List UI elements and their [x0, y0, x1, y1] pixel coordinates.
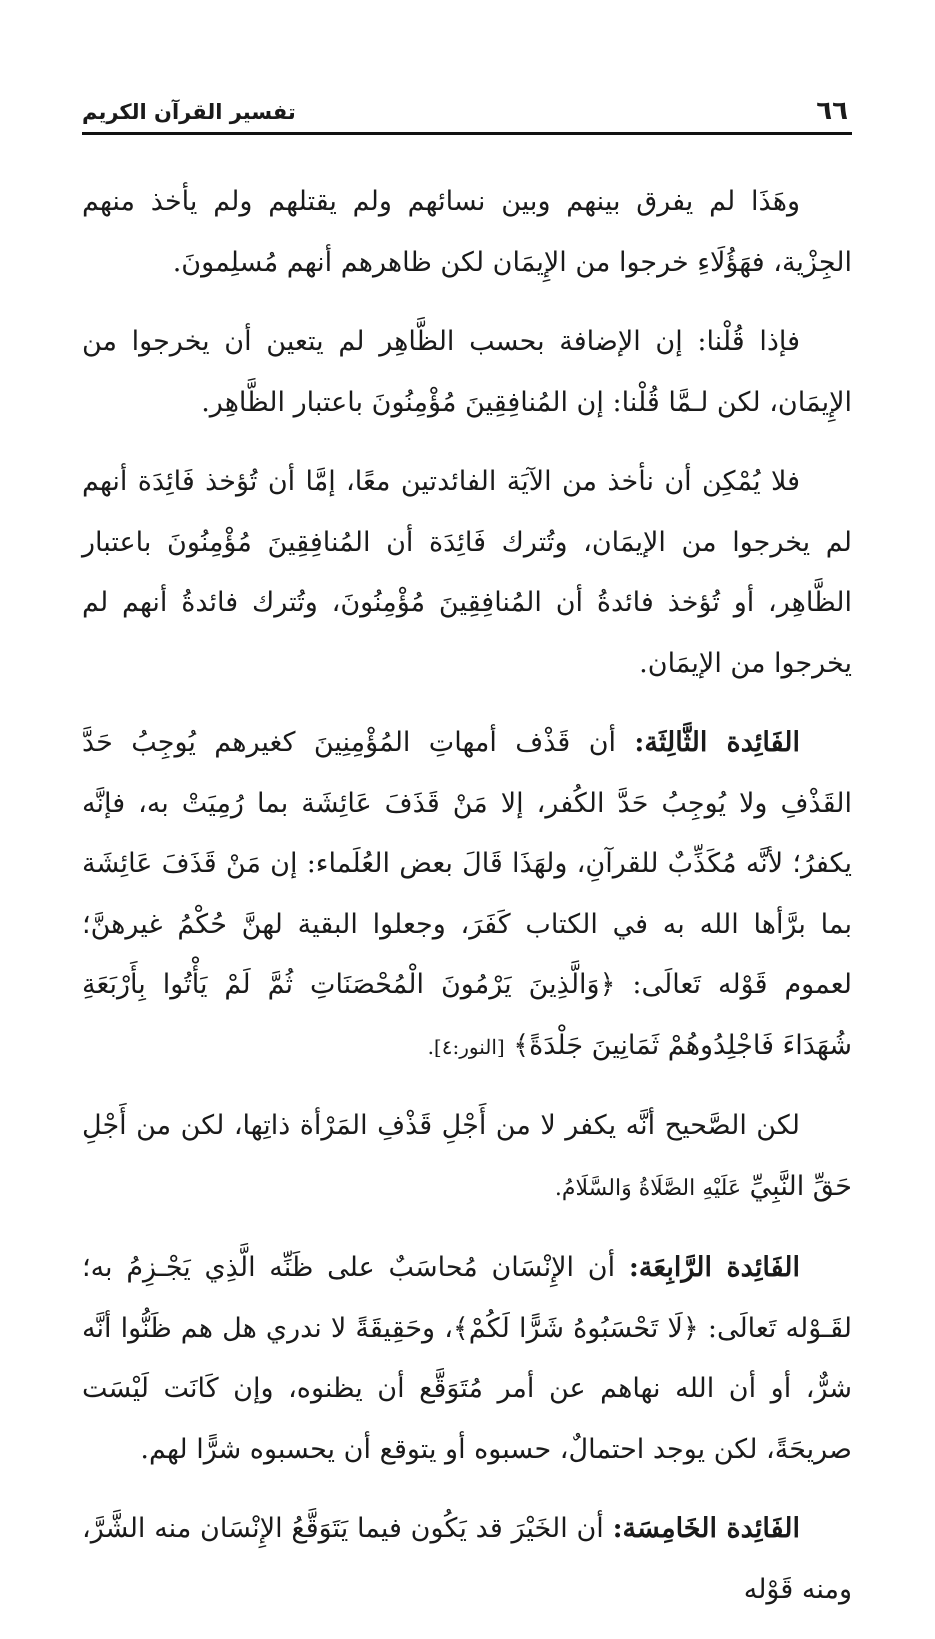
benefit-label-3: الفَائِدة الثَّالِثَة: [634, 727, 800, 758]
running-title: تفسير القرآن الكريم [82, 100, 296, 124]
paragraph-3-text: فلا يُمْكِن أن نأخذ من الآيَة الفائدتين معًا، إمَّا أن تُؤخذ فَائِدَة أنهم لم يخرجوا من الإيمَان، وتُترك فَائِدَة أن المُنافِقِينَ مُؤْمِنُونَ باعتبار الظَّاهِر، أو تُؤخذ فائدةُ أن المُنافِقِينَ مُؤْمِنُونَ، وتُترك فائدةُ أنهم لم يخرجوا من الإيمَان. [82, 466, 852, 679]
paragraph-1-text: وهَذَا لم يفرق بينهم وبين نسائهم ولم يقتلهم ولم يأخذ منهم الجِزْية، فهَؤُلَاءِ خرجوا من الإِيمَان لكن ظاهرهم أنهم مُسلِمونَ. [82, 186, 852, 278]
paragraph-fourth-benefit-3 [82, 713, 852, 1077]
quran-verse-nur-4: ﴿وَالَّذِينَ يَرْمُونَ الْمُحْصَنَاتِ ثُمَّ لَمْ يَأْتُوا بِأَرْبَعَةِ شُهَدَاءَ فَاجْلِدُوهُمْ ثَمَانِينَ جَلْدَةً﴾ [82, 969, 852, 1061]
paragraph-3 [82, 452, 852, 694]
page-number: ٦٦ [816, 96, 848, 126]
paragraph-fifth-benefit [82, 1499, 852, 1620]
paragraph-4-text: أن قَذْف أمهاتِ المُؤْمِنِينَ كغيرهم يُوجِبُ حَدَّ القَذْفِ ولا يُوجِبُ حَدَّ الكُفر، إلا مَنْ قَذَفَ عَائِشَة بما رُمِيَتْ به، فإنَّه يكفرُ؛ لأنَّه مُكَذِّبٌ للقرآنِ، ولهَذَا قَالَ بعض العُلَماء: إن مَنْ قَذَفَ عَائِشَة بما برَّأها الله به في الكتاب كَفَرَ، وجعلوا البقية لهنَّ حُكْمُ غيرهنَّ؛ لعموم قَوْله تَعالَى: [82, 727, 852, 1000]
honorific-phrase: عَلَيْهِ الصَّلَاةُ وَالسَّلَامُ. [554, 1175, 742, 1201]
paragraph-fourth-benefit [82, 1238, 852, 1480]
paragraph-6-text-after: ، وحَقِيقَةً لا ندري هل هم ظَنُّوا أنَّه شرٌّ، أو أن الله نهاهم عن أمر مُتَوَقَّع أن يظنوه، وإن كَانَت لَيْسَت صريحَةً، لكن يوجد احتمالٌ، حسبوه أو يتوقع أن يحسبوه شرًّا لهم. [82, 1312, 852, 1465]
benefit-label-4: الفَائِدة الرَّابِعَة: [628, 1252, 800, 1283]
page-body [82, 172, 852, 1639]
paragraph-7-text: أن الخَيْرَ قد يَكُون فيما يَتَوَقَّعُ الإِنْسَان منه الشَّرَّ، ومنه قَوْله [82, 1513, 852, 1605]
page-header [82, 92, 852, 135]
paragraph-5-text: لكن الصَّحيح أنَّه يكفر لا من أَجْلِ قَذْفِ المَرْأة ذاتِها، لكن من أَجْلِ حَقِّ النَّبِيِّ [82, 1110, 852, 1202]
paragraph-2-text: فإذا قُلْنا: إن الإضافة بحسب الظَّاهِر لم يتعين أن يخرجوا من الإِيمَان، لكن لـمَّا قُلْنا: إن المُنافِقِينَ مُؤْمِنُونَ باعتبار الظَّاهِر. [82, 326, 852, 418]
paragraph-5 [82, 1096, 852, 1219]
paragraph-2 [82, 312, 852, 433]
verse-reference: [النور:٤]. [427, 1034, 505, 1059]
paragraph-6-text: أن الإِنْسَان مُحاسَبٌ على ظَنِّه الَّذِي يَجْـزِمُ به؛ لقَـوْله تَعالَى: [82, 1252, 852, 1344]
benefit-label-5: الفَائِدة الخَامِسَة: [612, 1513, 800, 1544]
paragraph-1 [82, 172, 852, 293]
quran-verse-nur-11: ﴿لَا تَحْسَبُوهُ شَرًّا لَكُمْ﴾ [452, 1312, 699, 1344]
